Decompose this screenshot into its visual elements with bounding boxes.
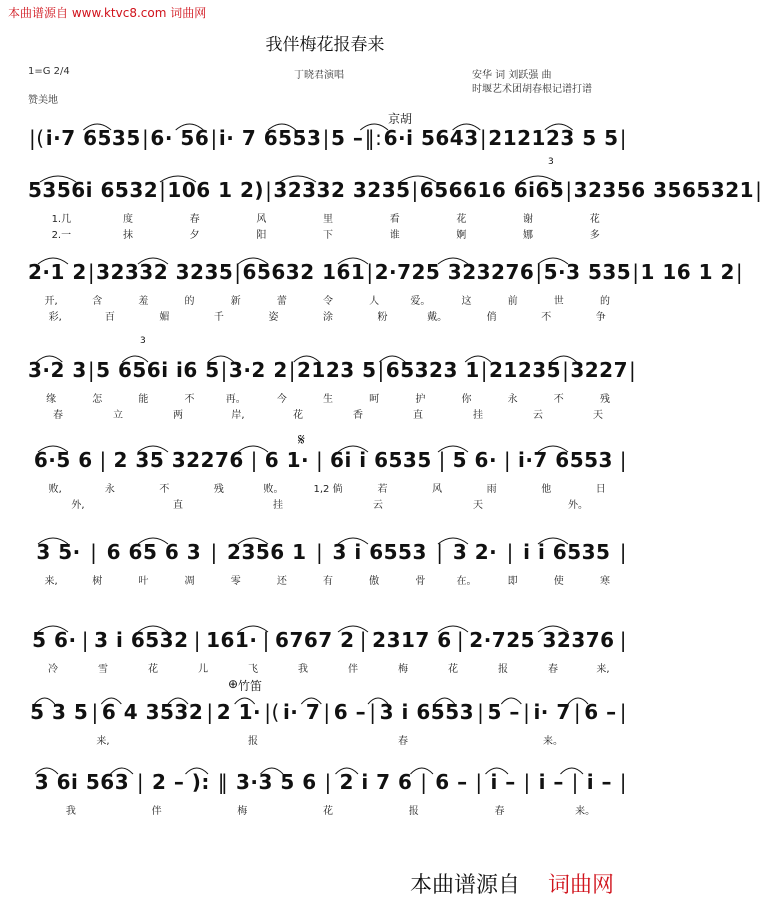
bar-line: |: [359, 628, 367, 652]
lyric-word: 天: [593, 410, 603, 421]
lyric-word: 度: [123, 214, 133, 225]
lyric-word: 残: [599, 394, 610, 405]
bar-line: |: [632, 260, 640, 284]
bar-line: |: [141, 126, 150, 150]
lyric-word: 天: [473, 500, 483, 511]
bar-line: |: [262, 628, 270, 652]
note-group: 6 –: [584, 700, 617, 724]
lyric-word: 不: [541, 312, 552, 323]
note-group: 5 –: [487, 700, 520, 724]
lyric-word: 这: [461, 296, 472, 307]
bar-line: |: [503, 448, 512, 472]
note-group: 6 4 3532: [101, 700, 204, 724]
note-group: 5 –: [331, 126, 364, 150]
lyric-word: 娜: [523, 230, 534, 241]
note-group: 2·725 323276: [374, 260, 535, 284]
note-group: 2 35 32276: [113, 448, 244, 472]
note-group: 6767 2: [275, 628, 355, 652]
bar-line: |: [535, 260, 543, 284]
note-row: [28, 260, 744, 284]
note-group: 6· 56: [150, 126, 210, 150]
lyric-word: 花: [589, 214, 600, 225]
lyric-word: 人: [369, 296, 380, 307]
lyric-row: [28, 732, 628, 747]
lyric-word: 使: [553, 576, 564, 587]
lyric-word: 伴: [151, 806, 162, 817]
bar-line: |: [87, 260, 96, 284]
note-group: 3227: [570, 358, 629, 382]
lyric-word: 来。: [543, 736, 563, 747]
lyric-word: 来。: [575, 806, 596, 817]
bar-line: |: [159, 178, 167, 202]
lyric-word: 千: [213, 312, 224, 323]
note-group: 32332 3235: [96, 260, 234, 284]
bar-line: |: [220, 358, 228, 382]
note-row: [28, 178, 763, 202]
note-group: 5 3 5: [30, 700, 89, 724]
lyric-word: 不: [553, 394, 564, 405]
lyric-word: 树: [92, 576, 103, 587]
lyric-word: 来,: [44, 576, 58, 587]
lyric-word: 俏: [486, 312, 497, 323]
lyric-word: 风: [432, 484, 443, 495]
lyric-word: 花: [448, 664, 458, 675]
lyric-word: 的: [599, 296, 610, 307]
lyric-word: 谢: [523, 214, 534, 225]
note-row: [28, 770, 628, 794]
lyric-word: 花: [456, 214, 467, 225]
lyric-word: 生: [323, 394, 334, 405]
note-group: 6 65 6 3: [106, 540, 202, 564]
bar-line: |: [411, 178, 419, 202]
note-group: 2317 6: [372, 628, 452, 652]
note-group: i –: [538, 770, 564, 794]
lyric-word: 儿: [198, 664, 208, 675]
lyric-word: 云: [533, 410, 543, 421]
bar-line: |: [562, 358, 570, 382]
lyric-word: 直: [413, 410, 423, 421]
lyric-row: [28, 480, 628, 495]
note-group: 6 –: [435, 770, 468, 794]
bar-line: |: [366, 260, 374, 284]
site-watermark-bottom: 本曲谱源自: [410, 873, 521, 898]
note-group: 3·2 3: [28, 358, 87, 382]
note-group: 6·i 5643: [383, 126, 479, 150]
bar-line: |: [323, 700, 331, 724]
lyric-word: 媚: [159, 312, 170, 323]
note-group: 3 2·: [452, 540, 498, 564]
lyric-row: [28, 660, 628, 675]
lyric-word: 阳: [256, 230, 267, 241]
note-group: 32332 3235: [273, 178, 411, 202]
bar-line: |: [619, 540, 628, 564]
note-group: i· 7 6553: [218, 126, 322, 150]
note-group: 21235: [489, 358, 562, 382]
note-group: 2·1 2: [28, 260, 87, 284]
lyric-word: 粉: [377, 312, 388, 323]
lyric-word: 姿: [268, 312, 279, 323]
instrument-label-zhudi: 竹笛: [238, 679, 263, 693]
note-group: 3·3 5 6: [235, 770, 317, 794]
bar-line: |: [87, 358, 96, 382]
bar-line: |: [377, 358, 385, 382]
lyric-word: 你: [461, 394, 472, 405]
lyric-word: 雪: [98, 664, 108, 675]
bar-line: ‖:: [364, 126, 383, 150]
note-group: 1 16 1 2: [640, 260, 735, 284]
lyric-word: 缘: [46, 394, 57, 405]
lyric-word: 令: [323, 296, 334, 307]
bar-line: |: [234, 260, 242, 284]
note-group: 2123 5: [296, 358, 377, 382]
lyric-word: 外。: [568, 500, 588, 511]
lyric-word: 多: [589, 230, 600, 241]
lyric-word: 抹: [123, 230, 133, 241]
lyric-row: [28, 496, 628, 511]
lyric-word: 我: [65, 806, 76, 817]
lyric-word: 直: [173, 500, 183, 511]
lyric-row: [28, 226, 628, 241]
lyric-word: 梅: [398, 664, 408, 675]
note-group: 212123 5 5: [488, 126, 619, 150]
lyric-word: 冷: [48, 664, 58, 675]
lyric-word: 外,: [71, 500, 85, 511]
performance-style: 赞美地: [28, 95, 58, 106]
bar-line: |: [90, 540, 98, 564]
triplet-mark: 3: [548, 157, 554, 167]
note-group: 2 1·: [216, 700, 262, 724]
lyric-word: 夕: [189, 230, 200, 241]
note-group: i· 7: [282, 700, 321, 724]
bar-line: |: [136, 770, 145, 794]
bar-line: |: [250, 448, 258, 472]
note-row: [28, 628, 628, 652]
key-signature: 1=G 2/4: [28, 66, 70, 77]
note-row: [28, 358, 637, 382]
instrument-label-jinghu: 京胡: [388, 112, 413, 126]
bar-line: |: [436, 540, 444, 564]
lyric-word: 傲: [369, 576, 380, 587]
lyric-word: 蕾: [276, 296, 287, 307]
lyric-row: [28, 572, 628, 587]
lyric-word: 梅: [237, 806, 248, 817]
lyric-word: 挂: [273, 500, 283, 511]
note-group: 5 6·: [452, 448, 498, 472]
note-group: 5 656i i6 5: [96, 358, 220, 382]
bar-line: |: [193, 628, 201, 652]
bar-line: |: [479, 126, 488, 150]
note-row: [28, 700, 628, 724]
lyric-word: 2.一: [51, 230, 72, 241]
bar-line: |(: [264, 700, 280, 724]
lyric-word: 再。: [225, 394, 246, 405]
note-group: i·7 6535: [45, 126, 141, 150]
bar-line: |: [324, 770, 332, 794]
note-group: 6i i 6535: [330, 448, 432, 472]
lyric-row: [28, 390, 628, 405]
note-row: [28, 448, 628, 472]
lyric-word: 看: [389, 214, 400, 225]
note-group: 65632 161: [242, 260, 366, 284]
lyric-word: 的: [184, 296, 195, 307]
note-group: 5·3 535: [543, 260, 632, 284]
lyric-word: 挂: [473, 410, 483, 421]
segno-icon: 𝄋: [298, 430, 305, 449]
lyric-word: 涂: [323, 312, 333, 323]
lyric-word: 在。: [456, 576, 477, 587]
coda-icon: ⊕: [228, 677, 239, 691]
lyric-word: 护: [415, 394, 426, 405]
lyric-word: 不: [159, 484, 170, 495]
note-group: i –: [490, 770, 516, 794]
lyric-word: 日: [595, 484, 606, 495]
note-group: 2 – ):: [151, 770, 210, 794]
note-row: [28, 540, 628, 564]
lyric-row: [28, 210, 628, 225]
bar-line: |: [619, 628, 628, 652]
bar-line: |: [420, 770, 428, 794]
note-group: i –: [586, 770, 613, 794]
lyric-word: 他: [541, 484, 552, 495]
lyric-word: 香: [353, 410, 363, 421]
lyric-word: 彩,: [48, 312, 62, 323]
note-group: 106 1 2): [167, 178, 265, 202]
note-group: 6·5 6: [33, 448, 93, 472]
lyric-word: 岸,: [231, 410, 245, 421]
lyric-word: 春: [548, 664, 558, 675]
bar-line: |: [755, 178, 763, 202]
note-group: 3 i 6553: [332, 540, 427, 564]
lyric-word: 春: [53, 410, 63, 421]
bar-line: |: [210, 126, 218, 150]
lyric-word: 婀: [456, 230, 467, 241]
lyric-word: 雨: [486, 484, 497, 495]
bar-line: |: [523, 770, 531, 794]
bar-line: |: [629, 358, 637, 382]
note-row: [28, 126, 628, 150]
lyric-word: 怎: [92, 394, 103, 405]
author-credit: 安华 词 刘跃强 曲: [472, 70, 552, 81]
lyric-word: 云: [373, 500, 383, 511]
lyric-word: 百: [104, 312, 115, 323]
bar-line: |: [506, 540, 514, 564]
bar-line: |: [322, 126, 330, 150]
lyric-word: 残: [213, 484, 224, 495]
lyric-word: 来,: [96, 736, 110, 747]
lyric-word: 开,: [44, 296, 58, 307]
note-group: 6 –: [333, 700, 367, 724]
note-group: 5356i 6532: [28, 178, 159, 202]
lyric-word: 争: [595, 312, 606, 323]
lyric-word: 下: [323, 230, 334, 241]
triplet-mark: 3: [140, 336, 146, 346]
note-group: 2·725 32376: [469, 628, 615, 652]
lyric-word: 花: [293, 410, 303, 421]
lyric-word: 两: [173, 410, 183, 421]
note-group: 2 i 7 6: [339, 770, 413, 794]
note-group: 65323 1: [385, 358, 480, 382]
bar-line: |: [91, 700, 99, 724]
lyric-word: 零: [230, 576, 241, 587]
bar-line: |: [619, 448, 628, 472]
lyric-word: 春: [398, 736, 408, 747]
lyric-word: 骨: [415, 576, 426, 587]
bar-line: |: [99, 448, 107, 472]
lyric-word: 若: [377, 484, 388, 495]
bar-line: |: [565, 178, 573, 202]
lyric-word: 飞: [248, 664, 258, 675]
note-group: i i 6535: [523, 540, 611, 564]
note-group: 6 1·: [264, 448, 310, 472]
note-group: 3 i 6553: [379, 700, 475, 724]
lyric-row: [28, 406, 628, 421]
lyric-word: 能: [138, 394, 149, 405]
note-group: i·7 6553: [517, 448, 613, 472]
lyric-word: 报: [248, 736, 258, 747]
singer-credit: 丁晓君演唱: [294, 70, 344, 81]
lyric-word: 花: [323, 806, 334, 817]
bar-line: |: [477, 700, 485, 724]
song-title: 我伴梅花报春来: [265, 35, 385, 55]
lyric-word: 永: [507, 394, 518, 405]
note-group: 3 i 6532: [94, 628, 189, 652]
bar-line: |: [438, 448, 446, 472]
bar-line: |: [369, 700, 377, 724]
note-group: 3 6i 563: [34, 770, 130, 794]
bar-line: |: [456, 628, 465, 652]
lyric-word: 来,: [596, 664, 610, 675]
lyric-word: 爱。: [410, 296, 431, 307]
lyric-word: 败。: [263, 484, 284, 495]
lyric-word: 花: [148, 664, 158, 675]
bar-line: |: [735, 260, 744, 284]
lyric-row: [28, 802, 628, 817]
lyric-word: 风: [256, 214, 267, 225]
bar-line: |: [210, 540, 218, 564]
lyric-word: 呵: [369, 394, 380, 405]
note-group: 5 6·: [32, 628, 77, 652]
bar-line: |: [573, 700, 582, 724]
site-watermark-bottom-accent: 词曲网: [548, 873, 615, 898]
lyric-word: 前: [507, 296, 518, 307]
bar-line: |: [315, 448, 324, 472]
note-group: 161·: [206, 628, 258, 652]
lyric-word: 今: [276, 394, 287, 405]
lyric-word: 新: [230, 296, 241, 307]
bar-line: |: [315, 540, 324, 564]
lyric-word: 败,: [48, 484, 62, 495]
copyist-credit: 时堰艺术团胡春根记谱打谱: [472, 84, 592, 95]
bar-line: |: [480, 358, 488, 382]
lyric-row: [28, 308, 628, 323]
lyric-word: 谁: [389, 230, 400, 241]
lyric-word: 立: [113, 410, 123, 421]
bar-line: |: [288, 358, 296, 382]
note-group: 32356 3565321: [573, 178, 755, 202]
bar-line: ‖: [217, 770, 229, 794]
bar-line: |: [475, 770, 483, 794]
bar-line: |: [619, 700, 628, 724]
lyric-word: 戴。: [427, 312, 448, 323]
note-group: i· 7: [533, 700, 571, 724]
bar-line: |: [619, 770, 628, 794]
bar-line: |(: [29, 126, 45, 150]
lyric-word: 即: [507, 576, 518, 587]
lyric-word: 有: [323, 576, 334, 587]
site-watermark-top: 本曲谱源自 www.ktvc8.com 词曲网: [8, 6, 207, 20]
lyric-word: 里: [323, 214, 334, 225]
lyric-row: [28, 292, 628, 307]
lyric-word: 世: [553, 296, 564, 307]
lyric-word: 叶: [138, 576, 149, 587]
lyric-word: 我: [298, 664, 308, 675]
lyric-word: 永: [104, 484, 115, 495]
lyric-word: 报: [408, 806, 419, 817]
bar-line: |: [206, 700, 214, 724]
bar-line: |: [81, 628, 89, 652]
lyric-word: 寒: [599, 576, 610, 587]
lyric-word: 还: [276, 576, 287, 587]
bar-line: |: [265, 178, 273, 202]
note-group: 3·2 2: [228, 358, 288, 382]
lyric-word: 春: [494, 806, 505, 817]
bar-line: |: [523, 700, 531, 724]
lyric-word: 春: [189, 214, 200, 225]
lyric-word: 凋: [184, 576, 195, 587]
bar-line: |: [571, 770, 579, 794]
lyric-word: 1.几: [51, 214, 72, 225]
lyric-word: 羞: [138, 296, 149, 307]
lyric-word: 1,2 倘: [313, 484, 343, 495]
lyric-word: 含: [92, 296, 103, 307]
note-group: 3 5·: [36, 540, 81, 564]
lyric-word: 伴: [348, 664, 358, 675]
bar-line: |: [619, 126, 628, 150]
lyric-word: 不: [184, 394, 195, 405]
lyric-word: 报: [498, 664, 508, 675]
note-group: 656616 6i65: [419, 178, 565, 202]
note-group: 2356 1: [227, 540, 307, 564]
